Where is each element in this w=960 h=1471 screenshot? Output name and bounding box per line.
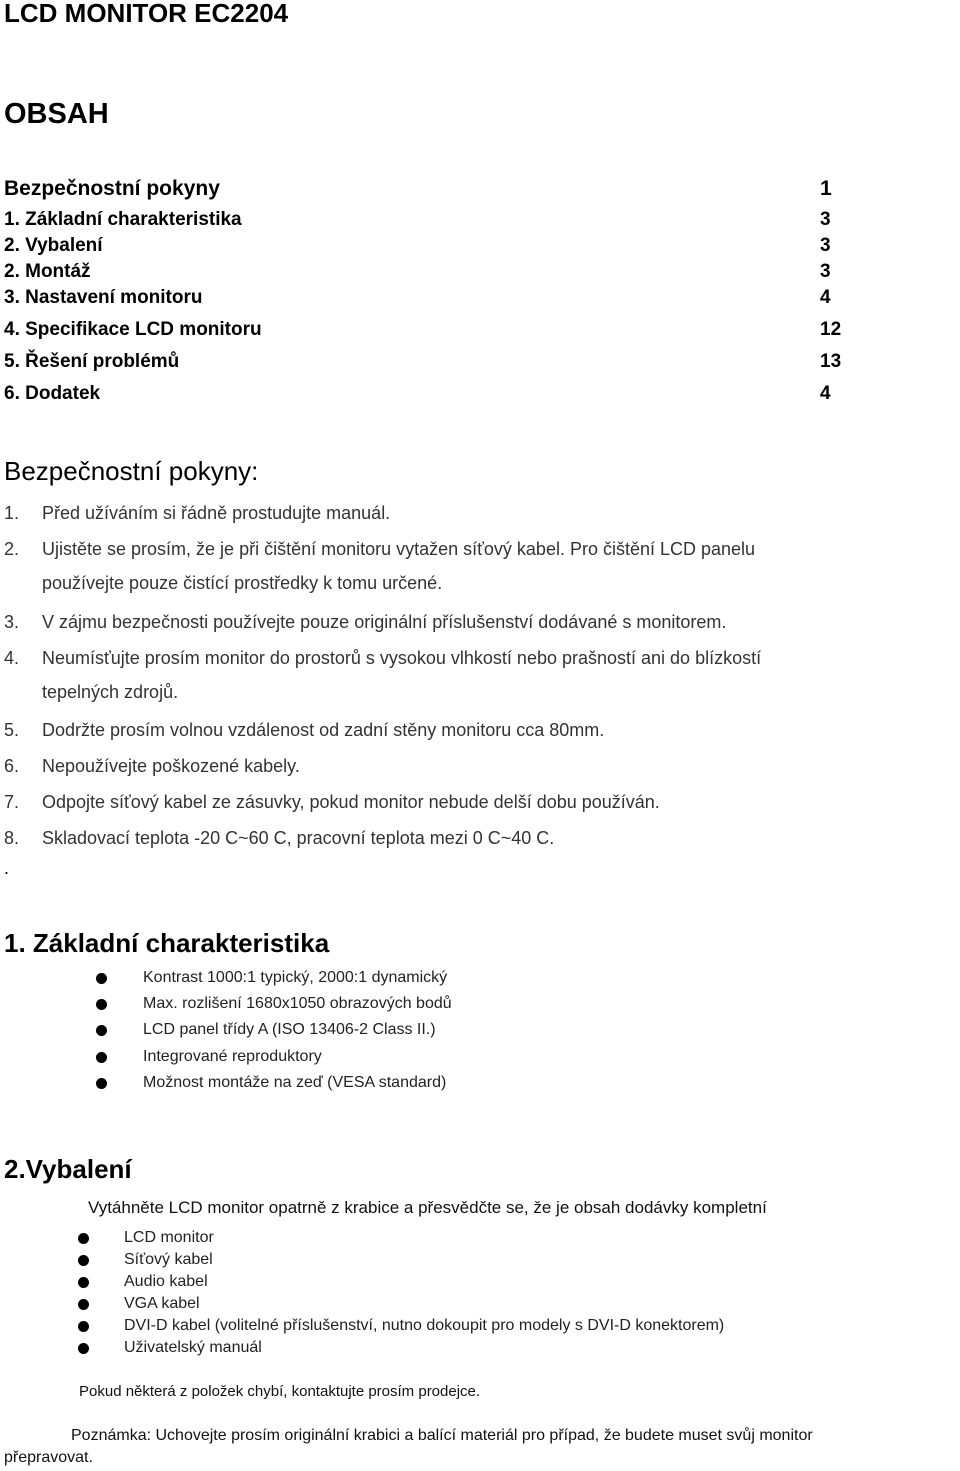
toc-entry-page: 4: [820, 287, 831, 308]
bullet-icon: [78, 1255, 89, 1266]
toc-entry[interactable]: [4, 209, 844, 235]
list-item-text: LCD monitor: [124, 1229, 214, 1246]
bullet-icon: [96, 1025, 107, 1036]
toc-entry[interactable]: [4, 319, 844, 345]
toc-heading: OBSAH: [4, 98, 109, 130]
packaging-note-line2: přepravovat.: [4, 1449, 93, 1466]
list-item-text: VGA kabel: [124, 1295, 200, 1312]
list-item-text: V zájmu bezpečnosti používejte pouze originální příslušenství dodávané s monitorem.: [42, 612, 727, 632]
toc-entry-label: 6. Dodatek: [4, 383, 101, 404]
list-item-number: 5.: [4, 720, 20, 740]
toc-entry[interactable]: [4, 287, 844, 313]
list-item-text: Audio kabel: [124, 1273, 208, 1290]
list-item-text: DVI-D kabel (volitelné příslušenství, nutno dokoupit pro modely s DVI-D konektorem): [124, 1317, 725, 1334]
list-item-text: Ujistěte se prosím, že je při čištění monitoru vytažen síťový kabel. Pro čištění LCD panelu: [42, 539, 756, 559]
section1-heading: 1. Základní charakteristika: [4, 928, 330, 958]
section2-heading: 2.Vybalení: [4, 1154, 132, 1184]
toc-entry-page: 3: [820, 261, 831, 282]
list-item-text: Skladovací teplota -20 C~60 C, pracovní teplota mezi 0 C~40 C.: [42, 828, 555, 848]
list-item-text: Možnost montáže na zeď (VESA standard): [143, 1074, 447, 1091]
bullet-icon: [78, 1343, 89, 1354]
list-item-number: 4.: [4, 648, 20, 668]
bullet-icon: [78, 1299, 89, 1310]
list-item-text: Kontrast 1000:1 typický, 2000:1 dynamický: [143, 969, 448, 986]
bullet-icon: [96, 1052, 107, 1063]
list-item-text: Max. rozlišení 1680x1050 obrazových bodů: [143, 995, 452, 1012]
list-item-number: 8.: [4, 828, 20, 848]
bullet-icon: [78, 1321, 89, 1332]
unpacking-intro: Vytáhněte LCD monitor opatrně z krabice a přesvědčte se, že je obsah dodávky kompletní: [88, 1198, 767, 1217]
toc-entry[interactable]: [4, 351, 844, 377]
list-item-text: Síťový kabel: [124, 1251, 213, 1268]
list-item-number: 6.: [4, 756, 20, 776]
list-item-text: Integrované reproduktory: [143, 1048, 322, 1065]
toc-entry[interactable]: [4, 177, 844, 203]
toc-entry-label: 5. Řešení problémů: [4, 351, 180, 372]
list-item-number: 3.: [4, 612, 20, 632]
packaging-note-line1: Poznámka: Uchovejte prosím originální krabici a balící materiál pro případ, že budete muset svůj monitor: [71, 1427, 813, 1444]
toc-entry-page: 1: [820, 177, 832, 200]
toc-entry[interactable]: [4, 235, 844, 261]
document-title: LCD MONITOR EC2204: [4, 0, 289, 28]
list-item-text: Odpojte síťový kabel ze zásuvky, pokud monitor nebude delší dobu používán.: [42, 792, 660, 812]
list-item-number: 7.: [4, 792, 20, 812]
toc-entry-page: 4: [820, 383, 831, 404]
toc-entry-label: Bezpečnostní pokyny: [4, 177, 220, 200]
bullet-icon: [78, 1277, 89, 1288]
toc-entry-label: 2. Montáž: [4, 261, 91, 282]
toc-entry-label: 4. Specifikace LCD monitoru: [4, 319, 262, 340]
missing-items-note: Pokud některá z položek chybí, kontaktujte prosím prodejce.: [79, 1383, 481, 1400]
list-item-text: Nepoužívejte poškozené kabely.: [42, 756, 300, 776]
toc-entry-page: 13: [820, 351, 842, 372]
bullet-icon: [96, 1078, 107, 1089]
toc-entry-page: 12: [820, 319, 842, 340]
toc-entry[interactable]: [4, 383, 844, 409]
list-item-number: 1.: [4, 503, 20, 523]
bullet-icon: [78, 1233, 89, 1244]
toc-entry-page: 3: [820, 235, 831, 256]
list-item-text: Neumísťujte prosím monitor do prostorů s vysokou vlhkostí nebo prašností ani do blízkostí: [42, 648, 762, 668]
bullet-icon: [96, 973, 107, 984]
list-item-text: Uživatelský manuál: [124, 1339, 262, 1356]
list-item-number: 2.: [4, 539, 20, 559]
list-item-text: Dodržte prosím volnou vzdálenost od zadní stěny monitoru cca 80mm.: [42, 720, 605, 740]
toc-entry-page: 3: [820, 209, 831, 230]
list-item-text: Před užíváním si řádně prostudujte manuál.: [42, 503, 391, 523]
toc-entry-label: 3. Nastavení monitoru: [4, 287, 203, 308]
list-item-text-cont: používejte pouze čistící prostředky k tomu určené.: [42, 573, 443, 593]
toc-entry-label: 1. Základní charakteristika: [4, 209, 242, 230]
bullet-icon: [96, 999, 107, 1010]
safety-heading: Bezpečnostní pokyny:: [4, 456, 259, 486]
toc-entry-label: 2. Vybalení: [4, 235, 103, 256]
list-item-text-cont: tepelných zdrojů.: [42, 682, 179, 702]
list-item-text: LCD panel třídy A (ISO 13406-2 Class II.): [143, 1021, 436, 1038]
trailing-dot: .: [4, 858, 10, 878]
toc-entry[interactable]: [4, 261, 844, 287]
